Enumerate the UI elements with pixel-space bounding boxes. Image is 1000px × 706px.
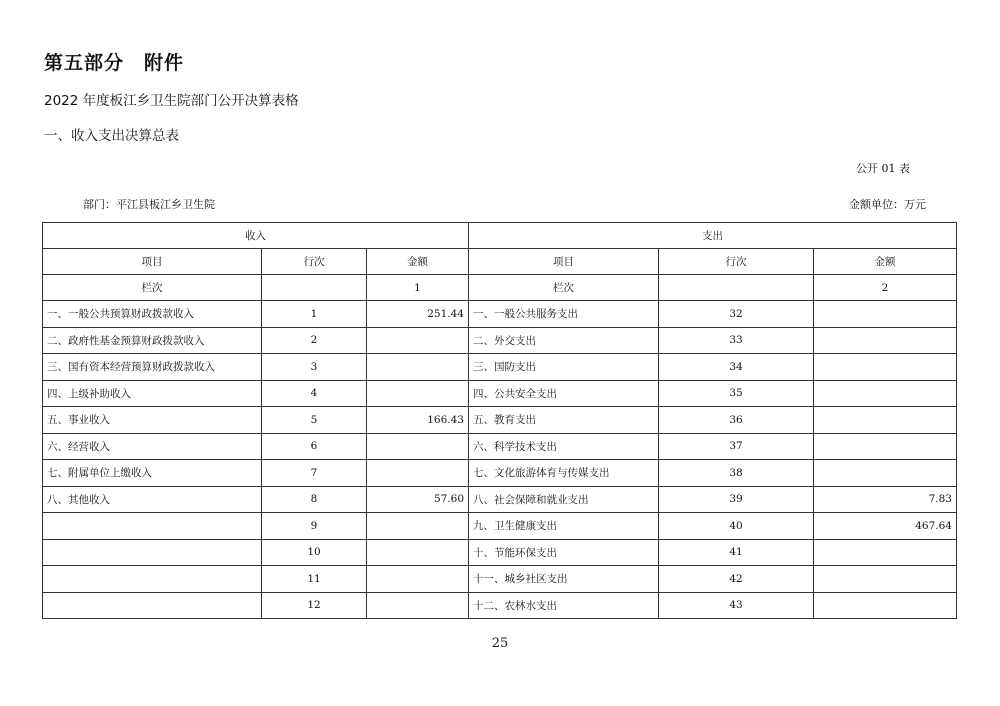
expense-line-cell: 40 — [659, 513, 814, 540]
income-line-cell: 5 — [262, 407, 367, 434]
expense-header: 支出 — [469, 223, 957, 249]
table-code: 公开 01 表 — [856, 162, 910, 175]
income-line-cell: 2 — [262, 327, 367, 354]
income-item-cell: 三、国有资本经营预算财政拨款收入 — [43, 354, 262, 381]
income-amount-cell — [367, 513, 469, 540]
income-amount-cell — [367, 327, 469, 354]
table-row — [43, 486, 957, 513]
income-amount-cell — [367, 592, 469, 619]
income-column-number: 1 — [367, 275, 469, 301]
expense-line-cell: 42 — [659, 566, 814, 593]
expense-amount-cell — [814, 407, 957, 434]
expense-line-cell: 39 — [659, 486, 814, 513]
expense-item-cell: 三、国防支出 — [469, 354, 659, 381]
income-item-cell: 五、事业收入 — [43, 407, 262, 434]
table-row — [43, 433, 957, 460]
income-item-cell: 一、一般公共预算财政拨款收入 — [43, 301, 262, 328]
table-row — [43, 407, 957, 434]
table-row — [43, 592, 957, 619]
expense-column-label: 栏次 — [469, 275, 659, 301]
income-amount-cell: 166.43 — [367, 407, 469, 434]
income-column-label: 栏次 — [43, 275, 262, 301]
income-line-number-cell — [262, 275, 367, 301]
income-amount-cell: 57.60 — [367, 486, 469, 513]
expense-line-cell: 33 — [659, 327, 814, 354]
income-item-cell — [43, 513, 262, 540]
expense-column-number: 2 — [814, 275, 957, 301]
table-row — [43, 354, 957, 381]
page-number: 25 — [491, 636, 509, 651]
table-row — [43, 566, 957, 593]
income-line-cell: 6 — [262, 433, 367, 460]
group-header-row — [43, 223, 957, 249]
income-amount-cell — [367, 354, 469, 381]
table-row — [43, 380, 957, 407]
expense-amount-cell: 467.64 — [814, 513, 957, 540]
income-item-cell — [43, 592, 262, 619]
income-line-cell: 4 — [262, 380, 367, 407]
amount-unit-label: 金额单位：万元 — [849, 198, 926, 211]
income-item-cell: 八、其他收入 — [43, 486, 262, 513]
expense-item-cell: 六、科学技术支出 — [469, 433, 659, 460]
expense-line-cell: 32 — [659, 301, 814, 328]
expense-amount-cell — [814, 592, 957, 619]
expense-item-header: 项目 — [469, 249, 659, 275]
expense-amount-cell — [814, 433, 957, 460]
expense-line-header: 行次 — [659, 249, 814, 275]
income-line-cell: 12 — [262, 592, 367, 619]
expense-line-cell: 36 — [659, 407, 814, 434]
income-line-header: 行次 — [262, 249, 367, 275]
expense-item-cell: 十、节能环保支出 — [469, 539, 659, 566]
table-row — [43, 513, 957, 540]
income-item-cell — [43, 566, 262, 593]
expense-item-cell: 五、教育支出 — [469, 407, 659, 434]
income-item-cell: 二、政府性基金预算财政拨款收入 — [43, 327, 262, 354]
expense-amount-cell — [814, 354, 957, 381]
expense-line-cell: 37 — [659, 433, 814, 460]
income-line-cell: 11 — [262, 566, 367, 593]
expense-amount-cell — [814, 327, 957, 354]
expense-line-cell: 35 — [659, 380, 814, 407]
income-item-cell: 六、经营收入 — [43, 433, 262, 460]
document-title: 2022 年度板江乡卫生院部门公开决算表格 — [44, 93, 299, 109]
expense-amount-header: 金额 — [814, 249, 957, 275]
expense-item-cell: 十二、农林水支出 — [469, 592, 659, 619]
income-line-cell: 3 — [262, 354, 367, 381]
income-line-cell: 1 — [262, 301, 367, 328]
expense-item-cell: 七、文化旅游体育与传媒支出 — [469, 460, 659, 487]
expense-amount-cell — [814, 539, 957, 566]
income-line-cell: 9 — [262, 513, 367, 540]
table-row — [43, 539, 957, 566]
expense-line-cell: 38 — [659, 460, 814, 487]
income-amount-cell — [367, 433, 469, 460]
expense-item-cell: 九、卫生健康支出 — [469, 513, 659, 540]
expense-item-cell: 一、一般公共服务支出 — [469, 301, 659, 328]
expense-item-cell: 八、社会保障和就业支出 — [469, 486, 659, 513]
expense-line-number-cell — [659, 275, 814, 301]
expense-item-cell: 十一、城乡社区支出 — [469, 566, 659, 593]
table-row — [43, 301, 957, 328]
income-header: 收入 — [43, 223, 469, 249]
expense-amount-cell — [814, 301, 957, 328]
table-row — [43, 460, 957, 487]
income-amount-cell — [367, 380, 469, 407]
income-amount-cell — [367, 539, 469, 566]
table-title: 一、收入支出决算总表 — [44, 128, 179, 144]
income-item-cell: 七、附属单位上缴收入 — [43, 460, 262, 487]
expense-line-cell: 34 — [659, 354, 814, 381]
department-label: 部门：平江县板江乡卫生院 — [83, 198, 215, 211]
expense-amount-cell: 7.83 — [814, 486, 957, 513]
expense-item-cell: 四、公共安全支出 — [469, 380, 659, 407]
column-header-row — [43, 249, 957, 275]
income-amount-header: 金额 — [367, 249, 469, 275]
expense-item-cell: 二、外交支出 — [469, 327, 659, 354]
income-item-cell — [43, 539, 262, 566]
income-item-header: 项目 — [43, 249, 262, 275]
income-expense-table — [42, 222, 957, 619]
income-item-cell: 四、上级补助收入 — [43, 380, 262, 407]
expense-line-cell: 43 — [659, 592, 814, 619]
income-amount-cell — [367, 460, 469, 487]
income-line-cell: 10 — [262, 539, 367, 566]
section-title: 第五部分 附件 — [44, 52, 185, 74]
income-amount-cell — [367, 566, 469, 593]
column-number-row — [43, 275, 957, 301]
expense-amount-cell — [814, 460, 957, 487]
expense-amount-cell — [814, 380, 957, 407]
table-row — [43, 327, 957, 354]
income-amount-cell: 251.44 — [367, 301, 469, 328]
expense-amount-cell — [814, 566, 957, 593]
income-line-cell: 7 — [262, 460, 367, 487]
expense-line-cell: 41 — [659, 539, 814, 566]
income-line-cell: 8 — [262, 486, 367, 513]
